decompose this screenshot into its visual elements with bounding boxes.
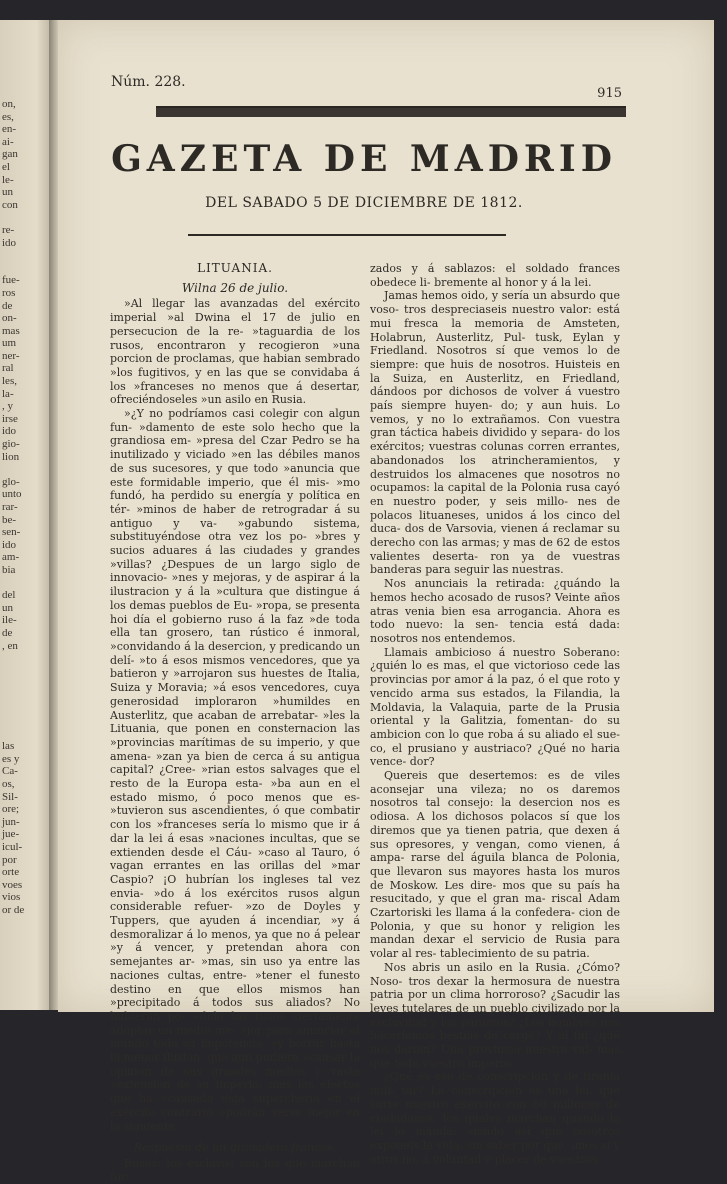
section-heading: LITUANIA.: [197, 261, 273, 275]
issue-number: Núm. 228.: [111, 74, 186, 90]
paragraph: Llamais ambicioso á nuestro Soberano: ¿quién lo es mas, el que victorioso cede las provincias por amor á la paz, ó el que roto y vencido arma sus estados, la Filandia, la Moldavia, la Valaquia, parte de la Prusia oriental y la Galitzia, fomentan- do su ambicion con lo que roba á su aliado el sue- co, el prusiano y austriaco? ¿Qué no haria vence- dor?: [370, 645, 620, 769]
left-column: [110, 262, 360, 1184]
paragraph: Rusos: los esclavos son los que marchan for-: [110, 1157, 360, 1184]
dateline-location: Wilna 26 de julio.: [181, 280, 289, 295]
paragraph: Nos abris un asilo en la Rusia. ¿Cómo? Noso- tros dexar la hermosura de nuestra patria por un clima horroroso? ¿Sacudir las leyes tutelares de un pueblo civilizado por la esclavitud y los páramos? ¿Los hombres nos haceríamos bestias de carga? Y al fin ¿qué nos darian? Una provincia nuestra val- mas que todo vuestro imperio.: [370, 960, 620, 1070]
subheading: Respuesta de un granadero frances.: [133, 1141, 337, 1155]
right-column: [370, 262, 620, 1166]
page-number: 915: [597, 86, 622, 101]
paragraph: zados y á sablazos: el soldado frances obedece li- bremente al honor y á la lei.: [370, 262, 620, 289]
left-page-fragments: on, es, en- ai- gan el le- un con re- ido fue- ros de on- mas um ner- ral les, la- , y irse ido gio- lion glo- unto rar- be- sen- ido am- bia del un ile- de , en las es y Ca- os, Sil- ore; jun- jue- icul- por orte voes vios or de: [2, 98, 25, 916]
paragraph: Nos anunciais la retirada: ¿quándo la hemos hecho acosado de rusos? Veinte años atras venia bien esa arrogancia. Ahora es todo nuevo: la sen- tencia está dada: nosotros nos entendemos.: [370, 577, 620, 645]
masthead-title: GAZETA DE MADRID: [111, 138, 617, 180]
paragraph: »Al llegar las avanzadas del exército imperial »al Dwina el 17 de julio en persecucion de la re- »taguardia de los rusos, encontraron y recogieron »una porcion de proclamas, que habian sembrado »los fugitivos, y en las que se convidaba á los »franceses no menos que á desertar, ofreciéndoseles »un asilo en Rusia.: [110, 297, 360, 407]
paragraph: Jamas hemos oido, y sería un absurdo que voso- tros despreciaseis nuestro valor: está mui fresca la memoria de Amsteten, Holabrun, Austerlitz, Pul- tusk, Eylan y Friedland. Nosotros sí que vemos lo de siempre: que huis de nosotros. Huisteis en la Suiza, en Austerlitz, en Friedland, dándoos por dichosos de volver á vuestro país siempre huyen- do; y aun huis. Lo vemos, y no lo extrañamos. Con vuestra gran táctica habeis dividido y separa- do los exércitos; vuestras colunas corren errantes, abandonados los atrincheramientos, y destruidos los almacenes que nosotros no ocupamos: la capital de la Polonia rusa cayó en nuestro poder, y seis millo- nes de polacos lituaneses, unidos á los cinco del duca- dos de Varsovia, vienen á reclamar su derecho con las armas; y mas de 62 de estos valientes deserta- ron ya de vuestras banderas para seguir las nuestras.: [370, 289, 620, 577]
paragraph: Quereis que desertemos: es de viles aconsejar una vileza; no os daremos nosotros tal consejo: la desercion nos es odiosa. A los dichosos polacos sí que los diremos que ya tienen patria, que dexen á sus opresores, y vengan, como vienen, á ampa- rarse del águila blanca de Polonia, que llevaron sus mayores hasta los muros de Moskow. Les dire- mos que su país ha resucitado, y que el gran ma- riscal Adam Czartoriski les llama á la confedera- cion de Polonia, y que su honor y religion les mandan dexar el servicio de Rusia para volar al res- tablecimiento de su patria.: [370, 769, 620, 961]
issue-date: DEL SABADO 5 DE DICIEMBRE DE 1812.: [205, 195, 523, 211]
paragraph: »¿Y no podríamos casi colegir con algun fun- »damento de este solo hecho que la grandiosa em- »presa del Czar Pedro se ha inutilizado y viciado »en las débiles manos de sus sucesores, y que todo »anuncia que este formidable imperio, que él mis- »mo fundó, ha perdido su energía y política en tér- »minos de haber de retrogradar á su antiguo y va- »gabundo sistema, substituyéndose otra vez los po- »bres y sucios aduares á las ciudades y grandes »villas? ¿Despues de un largo siglo de innovacio- »nes y mejoras, y de aspirar á la ilustracion y á la »cultura que distingue á los demas pueblos de Eu- »ropa, se presenta hoi día el gobierno ruso á la faz »de toda ella tan grosero, tan rústico é inmoral, »convidando á la desercion, y predicando un delí- »to á esos mismos vencedores, que ya batieron y »arrojaron sus huestes de Italia, Suiza y Moravia; »á esos vencedores, cuya generosidad imploraron »humildes en Austerlitz, que acaban de arrebatar- »les la Lituania, que ponen en consternacion las »provincias marítimas de su imperio, y que amena- »zan ya bien de cerca á su antigua capital? ¿Cree- »rian estos salvages que el resto de la Europa esta- »ba aun en el estado mismo, ó poco menos que es- »tuvieron sus ascendientes, ó que combatir con los »franceses sería lo mismo que ir á dar la lei á esas »naciones incultas, que se extienden desde el Cáu- »caso al Tauro, ó vagan errantes en las orillas del »mar Caspio? ¡O hubrían los ingleses tal vez envia- »do á los exércitos rusos algun considerable refuer- »zo de Doyles y Tuppers, que ayuden á incendiar, »y á desmoralizar á lo menos, ya que no á pelear »y á vencer, y pretendan ahora con semejantes ar- »mas, sin uso ya entre las naciones cultas, entre- »tener el funesto destino en que ellos mismos han »precipitado á todos sus aliados? No hubieran po- »dido los rusos ciertamente adoptar un medio me- »jor para anunciar al mundo toda su impotencia, »y borrar hasta la menor ilusion, que aun pudiera »causar la opinion de sus grandes medios y vasta »extension de su imperio; mas los efectos que ha »causado esta superchería en el exército contrario »podrán verse mejor en la siguiente: [110, 407, 360, 1133]
header-rule: [188, 234, 506, 236]
left-page-edge: [0, 20, 52, 1010]
paragraph: ¿Qué es eso de conscripcion y de tiranía mili- tar? La conscripcion es una lei, que surte nuestro exército con 60 millones de ciudadanos, los quales marchan quando la lei lo manda: siendo así que vosotros exponeis la vida, sin saber por qué, unos sí y otros no, á voluntad y placer de vuestros: [370, 1070, 620, 1166]
newspaper-page: [58, 20, 714, 1184]
header-bar: [156, 106, 626, 117]
